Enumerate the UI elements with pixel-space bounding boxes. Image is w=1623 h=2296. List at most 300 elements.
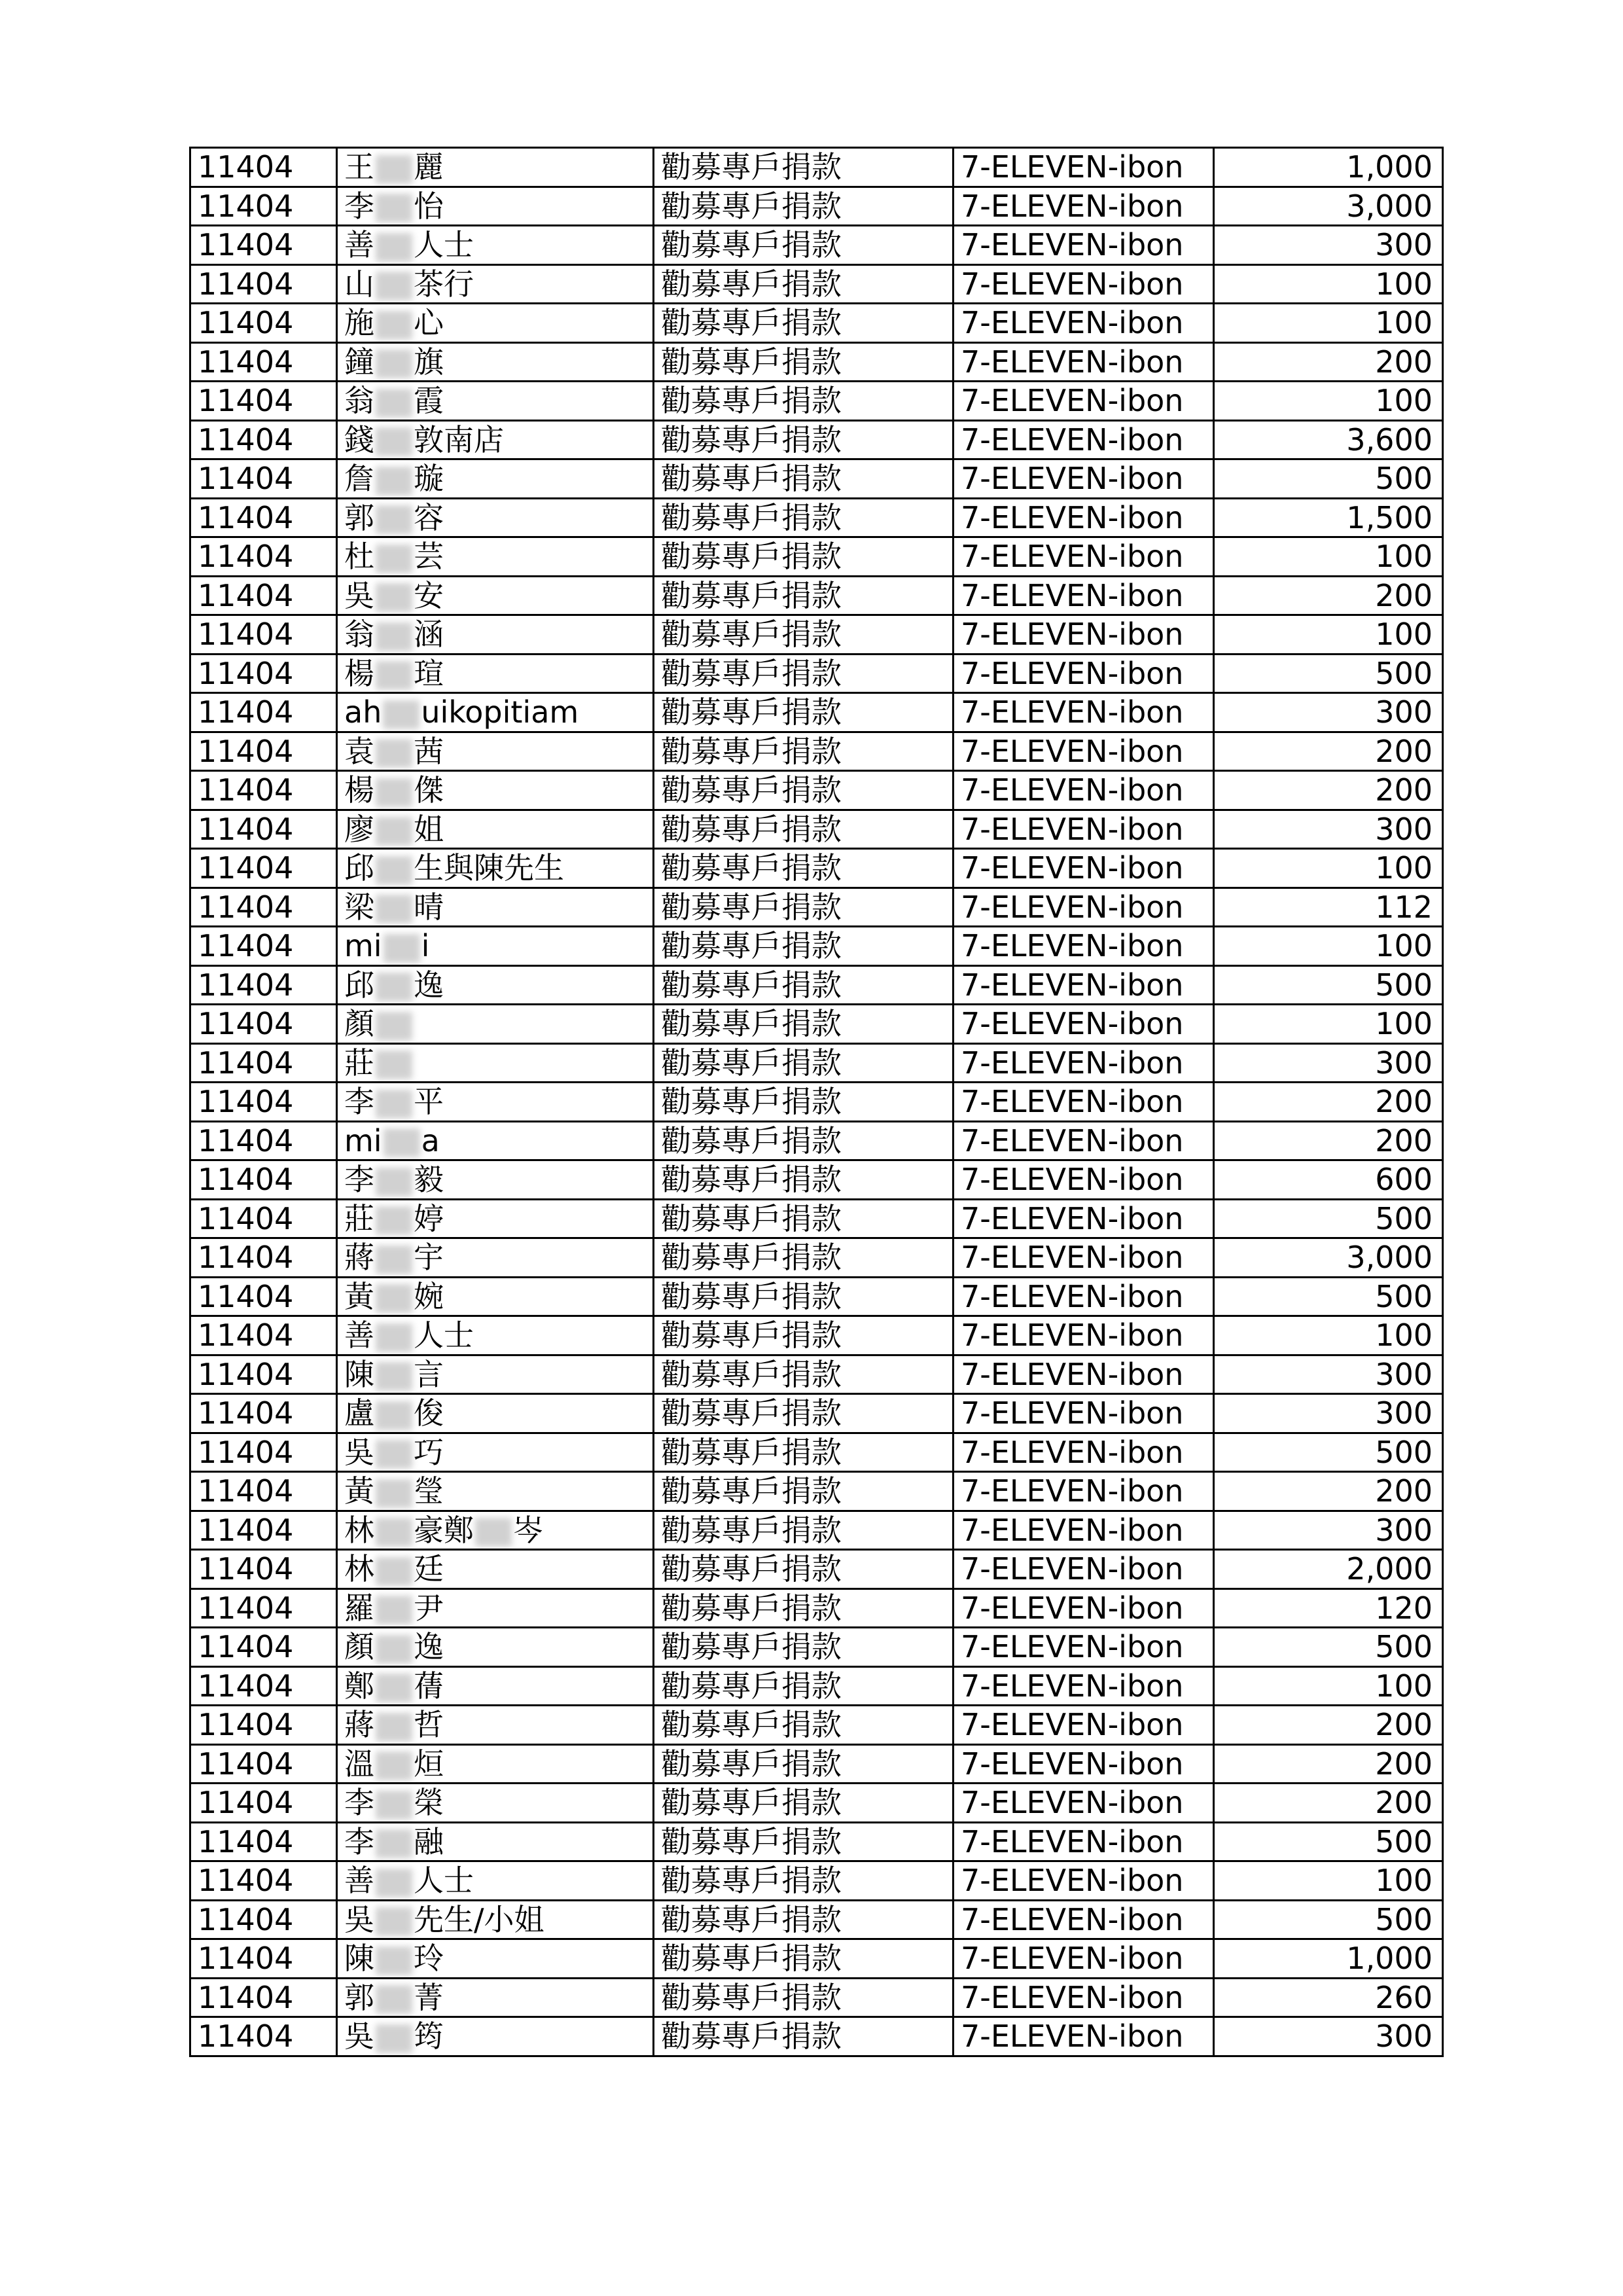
period-text: 11404 (198, 1863, 294, 1899)
table-row (190, 1666, 1443, 1706)
donor-name-first: 吳 (344, 577, 374, 613)
donation-type-text: 勸募專戶捐款 (661, 1122, 842, 1158)
payment-channel-cell (954, 1900, 1214, 1939)
payment-channel-text: 7-ELEVEN-ibon (961, 149, 1184, 185)
donor-name-cell (337, 615, 654, 655)
donation-type-cell (654, 1160, 954, 1200)
donation-table (189, 147, 1444, 2057)
period-cell (190, 1043, 337, 1083)
table-row (190, 1355, 1443, 1394)
payment-channel-text: 7-ELEVEN-ibon (961, 577, 1184, 613)
donor-name-cell (337, 1199, 654, 1238)
payment-channel-text: 7-ELEVEN-ibon (961, 1434, 1184, 1470)
payment-channel-cell (954, 1939, 1214, 1979)
donor-name-rest: 芸 (414, 539, 444, 575)
donor-name-cell (337, 537, 654, 577)
donor-name-first: 陳 (344, 1941, 374, 1977)
period-text: 11404 (198, 227, 294, 263)
payment-channel-cell (954, 1472, 1214, 1511)
donor-name-first: 楊 (344, 772, 374, 808)
donor-name-rest: 茜 (414, 733, 444, 769)
payment-channel-cell (954, 1355, 1214, 1394)
payment-channel-cell (954, 1784, 1214, 1823)
amount-cell (1214, 187, 1443, 226)
donor-name-cell (337, 226, 654, 265)
donor-name-cell (337, 1472, 654, 1511)
period-text: 11404 (198, 928, 294, 964)
period-cell (190, 382, 337, 421)
redaction-mark (376, 973, 412, 1001)
period-text: 11404 (198, 694, 294, 730)
donor-name-cell (337, 1394, 654, 1433)
payment-channel-text: 7-ELEVEN-ibon (961, 539, 1184, 575)
table-row (190, 1199, 1443, 1238)
amount-text: 120 (1375, 1590, 1433, 1626)
amount-text: 300 (1375, 811, 1433, 847)
payment-channel-cell (954, 1121, 1214, 1160)
donation-ledger-page (189, 147, 1442, 2057)
period-text: 11404 (198, 889, 294, 925)
donor-name-first: 黃 (344, 1473, 374, 1509)
payment-channel-cell (954, 187, 1214, 226)
donor-name-first: 郭 (344, 1979, 374, 2015)
period-text: 11404 (198, 1823, 294, 1859)
payment-channel-cell (954, 810, 1214, 849)
payment-channel-text: 7-ELEVEN-ibon (961, 1084, 1184, 1120)
period-text: 11404 (198, 188, 294, 224)
donation-type-text: 勸募專戶捐款 (661, 1551, 842, 1587)
donor-name-first: 林 (344, 1512, 374, 1548)
amount-cell (1214, 965, 1443, 1005)
table-row (190, 382, 1443, 421)
amount-cell (1214, 1316, 1443, 1355)
redaction-mark (376, 427, 412, 456)
payment-channel-cell (954, 1822, 1214, 1861)
redaction-mark (376, 2024, 412, 2053)
amount-cell (1214, 1666, 1443, 1706)
amount-cell (1214, 1472, 1443, 1511)
donor-name-cell (337, 1861, 654, 1901)
donor-name-cell (337, 654, 654, 693)
payment-channel-text: 7-ELEVEN-ibon (961, 1746, 1184, 1782)
donor-name-first: 蔣 (344, 1707, 374, 1743)
donation-type-text: 勸募專戶捐款 (661, 499, 842, 535)
amount-text: 200 (1375, 1473, 1433, 1509)
amount-text: 200 (1375, 344, 1433, 380)
donation-type-text: 勸募專戶捐款 (661, 305, 842, 341)
redaction-mark (376, 1206, 412, 1235)
redaction-mark (475, 1518, 512, 1547)
period-cell (190, 1588, 337, 1628)
amount-cell (1214, 1550, 1443, 1589)
donor-name-cell (337, 849, 654, 888)
redaction-mark (376, 233, 412, 262)
donor-name-rest: 茶行 (414, 266, 474, 302)
payment-channel-text: 7-ELEVEN-ibon (961, 1590, 1184, 1626)
donor-name-first: 善 (344, 1863, 374, 1899)
table-row (190, 498, 1443, 537)
payment-channel-text: 7-ELEVEN-ibon (961, 617, 1184, 653)
amount-cell (1214, 382, 1443, 421)
redaction-mark (376, 1518, 412, 1547)
amount-text: 1,000 (1346, 1941, 1433, 1977)
donor-name-cell (337, 1588, 654, 1628)
donor-name-rest: 婷 (414, 1200, 444, 1236)
donor-name-rest: 逸 (414, 967, 444, 1003)
donor-name-cell (337, 1511, 654, 1550)
table-row (190, 810, 1443, 849)
redaction-mark (376, 1168, 412, 1196)
period-cell (190, 927, 337, 966)
donation-type-text: 勸募專戶捐款 (661, 539, 842, 575)
payment-channel-text: 7-ELEVEN-ibon (961, 1629, 1184, 1665)
amount-text: 1,500 (1346, 499, 1433, 535)
donation-type-text: 勸募專戶捐款 (661, 1200, 842, 1236)
amount-cell (1214, 1706, 1443, 1745)
amount-text: 2,000 (1346, 1551, 1433, 1587)
period-text: 11404 (198, 1941, 294, 1977)
donation-type-text: 勸募專戶捐款 (661, 1240, 842, 1276)
donation-type-text: 勸募專戶捐款 (661, 928, 842, 964)
donor-name-rest: 烜 (414, 1746, 444, 1782)
donor-name-first: 莊 (344, 1200, 374, 1236)
donation-type-text: 勸募專戶捐款 (661, 266, 842, 302)
donor-name-first: 顏 (344, 1006, 374, 1042)
donation-type-cell (654, 459, 954, 499)
amount-cell (1214, 1861, 1443, 1901)
payment-channel-cell (954, 1238, 1214, 1278)
donor-name-rest: 宇 (414, 1240, 444, 1276)
donor-name-cell (337, 1238, 654, 1278)
donation-type-cell (654, 1628, 954, 1667)
donation-type-cell (654, 1121, 954, 1160)
period-cell (190, 1277, 337, 1316)
amount-cell (1214, 888, 1443, 927)
donor-name-first: 蔣 (344, 1240, 374, 1276)
donor-name-cell (337, 1316, 654, 1355)
payment-channel-text: 7-ELEVEN-ibon (961, 1863, 1184, 1899)
donor-name-first: 詹 (344, 461, 374, 497)
payment-channel-cell (954, 849, 1214, 888)
period-cell (190, 1083, 337, 1122)
table-row (190, 1706, 1443, 1745)
period-cell (190, 1394, 337, 1433)
donation-type-cell (654, 1355, 954, 1394)
donor-name-rest: 人士 (414, 1863, 474, 1899)
donor-name-cell (337, 1822, 654, 1861)
donor-name-first: 吳 (344, 2018, 374, 2054)
donation-type-text: 勸募專戶捐款 (661, 1512, 842, 1548)
redaction-mark (376, 1829, 412, 1858)
donation-type-cell (654, 1978, 954, 2017)
period-cell (190, 498, 337, 537)
donor-name-rest: 容 (414, 499, 444, 535)
amount-cell (1214, 1043, 1443, 1083)
donor-name-first: 施 (344, 305, 374, 341)
amount-cell (1214, 226, 1443, 265)
redaction-mark (376, 1907, 412, 1936)
payment-channel-text: 7-ELEVEN-ibon (961, 1473, 1184, 1509)
table-row (190, 693, 1443, 732)
amount-cell (1214, 849, 1443, 888)
redaction-mark (376, 1012, 412, 1041)
period-cell (190, 771, 337, 810)
amount-cell (1214, 615, 1443, 655)
table-row (190, 226, 1443, 265)
donation-type-text: 勸募專戶捐款 (661, 1318, 842, 1354)
donor-name-first: 翁 (344, 383, 374, 419)
donor-name-rest: 姐 (414, 811, 444, 847)
donation-type-cell (654, 2017, 954, 2056)
table-row (190, 2017, 1443, 2056)
donor-name-cell (337, 732, 654, 771)
table-row (190, 1472, 1443, 1511)
payment-channel-cell (954, 927, 1214, 966)
payment-channel-cell (954, 1433, 1214, 1472)
donor-name-cell (337, 965, 654, 1005)
donor-name-cell (337, 1978, 654, 2017)
period-text: 11404 (198, 967, 294, 1003)
payment-channel-cell (954, 1043, 1214, 1083)
amount-text: 100 (1375, 850, 1433, 886)
donation-type-cell (654, 693, 954, 732)
period-text: 11404 (198, 772, 294, 808)
amount-cell (1214, 1511, 1443, 1550)
table-row (190, 1043, 1443, 1083)
redaction-mark (383, 700, 419, 729)
period-cell (190, 187, 337, 226)
payment-channel-cell (954, 1978, 1214, 2017)
payment-channel-text: 7-ELEVEN-ibon (961, 1318, 1184, 1354)
donor-name-cell (337, 2017, 654, 2056)
redaction-mark (376, 1791, 412, 1820)
donor-name-rest: i (421, 928, 430, 964)
payment-channel-cell (954, 420, 1214, 459)
donation-type-text: 勸募專戶捐款 (661, 617, 842, 653)
donation-type-cell (654, 148, 954, 187)
amount-cell (1214, 810, 1443, 849)
period-text: 11404 (198, 1395, 294, 1431)
amount-cell (1214, 732, 1443, 771)
payment-channel-text: 7-ELEVEN-ibon (961, 1668, 1184, 1704)
payment-channel-cell (954, 1005, 1214, 1044)
table-row (190, 304, 1443, 343)
table-row (190, 342, 1443, 382)
period-text: 11404 (198, 1979, 294, 2015)
donor-name-rest: 融 (414, 1823, 444, 1859)
donor-name-first: 吳 (344, 1434, 374, 1470)
donation-type-text: 勸募專戶捐款 (661, 1863, 842, 1899)
donation-type-cell (654, 1744, 954, 1784)
donor-name-rest: 筠 (414, 2018, 444, 2054)
donor-name-first: ah (344, 694, 382, 730)
donor-name-rest: 敦南店 (414, 422, 504, 457)
period-cell (190, 810, 337, 849)
redaction-mark (376, 1323, 412, 1352)
period-cell (190, 1939, 337, 1979)
donation-type-cell (654, 342, 954, 382)
amount-text: 500 (1375, 1278, 1433, 1314)
table-row (190, 1083, 1443, 1122)
donation-type-cell (654, 1316, 954, 1355)
period-text: 11404 (198, 539, 294, 575)
donor-name-first: mi (344, 928, 382, 964)
period-text: 11404 (198, 461, 294, 497)
donation-type-cell (654, 732, 954, 771)
payment-channel-text: 7-ELEVEN-ibon (961, 383, 1184, 419)
period-cell (190, 1472, 337, 1511)
table-row (190, 615, 1443, 655)
donor-name-first: 黃 (344, 1278, 374, 1314)
amount-cell (1214, 537, 1443, 577)
payment-channel-cell (954, 1666, 1214, 1706)
amount-cell (1214, 1588, 1443, 1628)
donor-name-rest: 傑 (414, 772, 444, 808)
donation-type-text: 勸募專戶捐款 (661, 1084, 842, 1120)
amount-cell (1214, 1005, 1443, 1044)
redaction-mark (376, 1635, 412, 1664)
period-text: 11404 (198, 1746, 294, 1782)
period-text: 11404 (198, 1707, 294, 1743)
amount-text: 100 (1375, 539, 1433, 575)
period-cell (190, 1744, 337, 1784)
payment-channel-cell (954, 888, 1214, 927)
period-cell (190, 1005, 337, 1044)
payment-channel-text: 7-ELEVEN-ibon (961, 1200, 1184, 1236)
amount-cell (1214, 1978, 1443, 2017)
payment-channel-text: 7-ELEVEN-ibon (961, 1707, 1184, 1743)
donor-name-cell (337, 1277, 654, 1316)
donation-type-cell (654, 1083, 954, 1122)
donation-type-text: 勸募專戶捐款 (661, 1006, 842, 1042)
amount-cell (1214, 1939, 1443, 1979)
payment-channel-cell (954, 1550, 1214, 1589)
redaction-mark (376, 778, 412, 807)
donation-type-text: 勸募專戶捐款 (661, 149, 842, 185)
donor-name-rest: 怡 (414, 188, 444, 224)
table-row (190, 1744, 1443, 1784)
amount-cell (1214, 1628, 1443, 1667)
payment-channel-cell (954, 459, 1214, 499)
amount-cell (1214, 1744, 1443, 1784)
payment-channel-cell (954, 965, 1214, 1005)
donation-type-text: 勸募專戶捐款 (661, 344, 842, 380)
donor-name-first: 王 (344, 149, 374, 185)
table-row (190, 1550, 1443, 1589)
amount-text: 300 (1375, 1512, 1433, 1548)
donor-name-cell (337, 1706, 654, 1745)
donation-type-text: 勸募專戶捐款 (661, 577, 842, 613)
period-cell (190, 1706, 337, 1745)
donation-type-text: 勸募專戶捐款 (661, 1707, 842, 1743)
payment-channel-cell (954, 342, 1214, 382)
amount-text: 300 (1375, 1395, 1433, 1431)
donation-type-cell (654, 1784, 954, 1823)
redaction-mark (376, 1090, 412, 1119)
donor-name-first: 楊 (344, 655, 374, 691)
donor-name-cell (337, 498, 654, 537)
redaction-mark (376, 895, 412, 924)
table-row (190, 1005, 1443, 1044)
donation-type-text: 勸募專戶捐款 (661, 694, 842, 730)
payment-channel-text: 7-ELEVEN-ibon (961, 1006, 1184, 1042)
period-cell (190, 2017, 337, 2056)
redaction-mark (376, 1674, 412, 1702)
payment-channel-cell (954, 1588, 1214, 1628)
donation-type-cell (654, 1550, 954, 1589)
payment-channel-cell (954, 148, 1214, 187)
period-cell (190, 965, 337, 1005)
donation-type-text: 勸募專戶捐款 (661, 811, 842, 847)
donor-name-rest: uikopitiam (421, 694, 579, 730)
period-cell (190, 1160, 337, 1200)
donor-name-rest: 尹 (414, 1590, 444, 1626)
donor-name-first: 李 (344, 188, 374, 224)
donor-name-rest: 晴 (414, 889, 444, 925)
period-cell (190, 1784, 337, 1823)
table-row (190, 576, 1443, 615)
donation-type-cell (654, 498, 954, 537)
period-text: 11404 (198, 149, 294, 185)
donation-type-text: 勸募專戶捐款 (661, 1746, 842, 1782)
table-row (190, 459, 1443, 499)
amount-text: 3,600 (1346, 422, 1433, 457)
payment-channel-cell (954, 1394, 1214, 1433)
period-cell (190, 888, 337, 927)
donor-name-cell (337, 576, 654, 615)
period-cell (190, 1433, 337, 1472)
redaction-mark (376, 1050, 412, 1079)
period-text: 11404 (198, 422, 294, 457)
amount-cell (1214, 654, 1443, 693)
amount-cell (1214, 264, 1443, 304)
donor-name-rest: a (421, 1122, 440, 1158)
donation-type-text: 勸募專戶捐款 (661, 967, 842, 1003)
redaction-mark (376, 661, 412, 690)
donor-name-cell (337, 1628, 654, 1667)
table-row (190, 771, 1443, 810)
amount-text: 100 (1375, 1668, 1433, 1704)
table-row (190, 1900, 1443, 1939)
payment-channel-text: 7-ELEVEN-ibon (961, 1823, 1184, 1859)
redaction-mark (376, 583, 412, 612)
donation-type-cell (654, 226, 954, 265)
amount-text: 500 (1375, 655, 1433, 691)
donor-name-first: 邱 (344, 967, 374, 1003)
period-text: 11404 (198, 1512, 294, 1548)
period-text: 11404 (198, 1901, 294, 1937)
period-cell (190, 732, 337, 771)
redaction-mark (376, 739, 412, 768)
amount-text: 200 (1375, 1084, 1433, 1120)
amount-text: 100 (1375, 1863, 1433, 1899)
payment-channel-cell (954, 1083, 1214, 1122)
amount-text: 200 (1375, 1746, 1433, 1782)
donor-name-first: 吳 (344, 1901, 374, 1937)
redaction-mark (376, 467, 412, 495)
amount-cell (1214, 148, 1443, 187)
period-text: 11404 (198, 1318, 294, 1354)
period-cell (190, 342, 337, 382)
redaction-mark (376, 1751, 412, 1780)
payment-channel-cell (954, 382, 1214, 421)
donation-type-text: 勸募專戶捐款 (661, 422, 842, 457)
period-text: 11404 (198, 1084, 294, 1120)
donation-type-cell (654, 1588, 954, 1628)
payment-channel-text: 7-ELEVEN-ibon (961, 2018, 1184, 2054)
donor-name-first: 林 (344, 1551, 374, 1587)
donor-name-cell (337, 1550, 654, 1589)
